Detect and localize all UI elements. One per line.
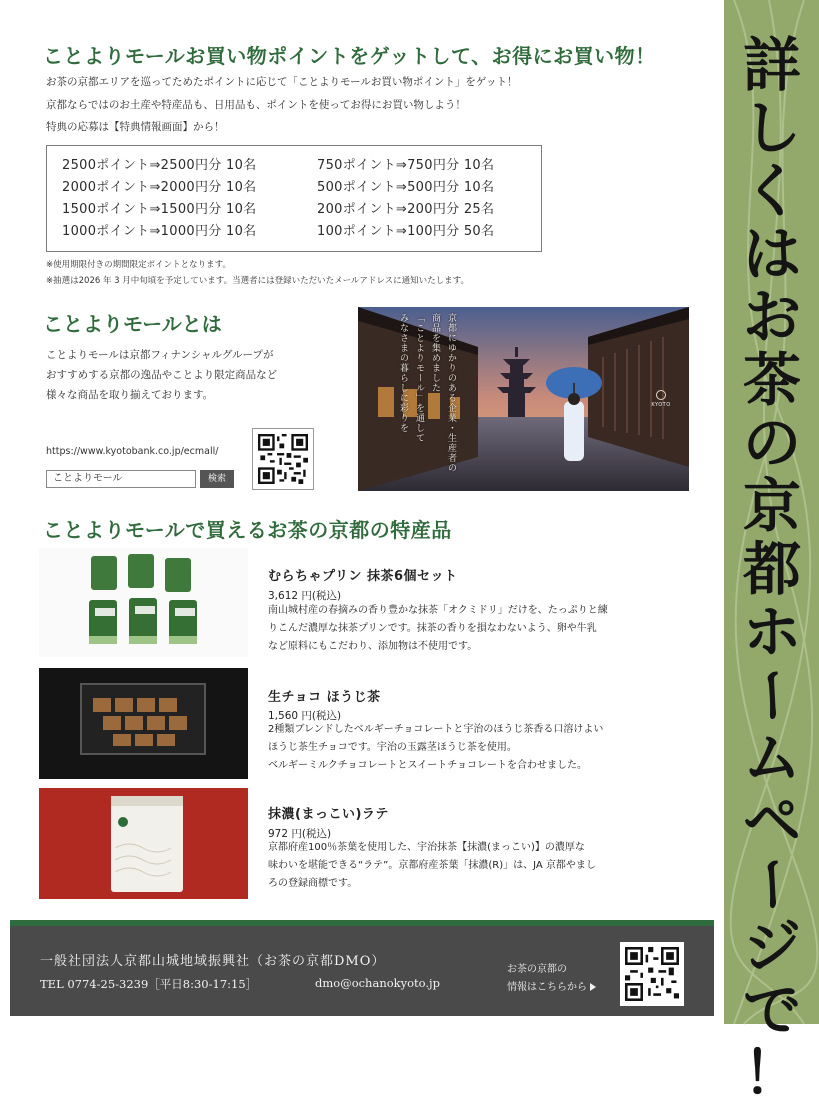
about-line: 様々な商品を取り揃えております。 <box>46 389 214 401</box>
desc-line: 味わいを堪能できる“ラテ”。京都府産茶葉「抹濃(R)」は、JA 京都やまし <box>268 860 596 871</box>
product-price: 972 円(税込) <box>268 828 332 840</box>
prize-column-right <box>317 155 494 243</box>
prize-item: 1000ポイント⇒1000円分 10名 <box>62 224 257 239</box>
banner-char: 詳 <box>742 31 801 99</box>
caption-line: 「ことよりモール」を通して <box>414 313 424 443</box>
about-description <box>46 345 346 405</box>
search-button[interactable]: 検索 <box>200 470 234 488</box>
caption-line: 京都にゆかりのある企業・生産者の <box>446 313 456 473</box>
qr-code-icon <box>258 434 308 484</box>
footer-info-line: お茶の京都の <box>507 964 567 975</box>
banner-char: の <box>742 409 801 477</box>
product-description <box>268 602 698 656</box>
product-name: 生チョコ ほうじ茶 <box>268 690 381 705</box>
banner-char: ！ <box>742 1039 801 1107</box>
banner-char: で <box>742 976 801 1044</box>
footer-qr-code[interactable] <box>620 942 684 1006</box>
photo-caption <box>388 313 458 483</box>
pudding-product-image <box>39 548 248 657</box>
arrow-right-icon <box>590 983 596 991</box>
prize-item: 200ポイント⇒200円分 25名 <box>317 202 495 217</box>
product-name: むらちゃプリン 抹茶6個セット <box>268 569 458 584</box>
banner-char: ジ <box>742 913 801 981</box>
about-line: おすすめする京都の逸品やことより限定商品など <box>46 369 278 381</box>
note-lottery: ※抽選は2026 年 3 月中旬頃を予定しています。当選者には登録いただいたメールアドレスに通知いたします。 <box>46 276 469 286</box>
latte-product-image <box>39 788 248 899</box>
banner-char: 京 <box>742 472 801 540</box>
footer-info-text: 情報はこちらから <box>507 982 587 993</box>
prize-table <box>46 145 542 252</box>
kyoto-logo <box>648 390 674 408</box>
prize-item: 500ポイント⇒500円分 10名 <box>317 180 495 195</box>
banner-char: ー <box>738 666 807 725</box>
banner-char: お <box>742 283 801 351</box>
banner-char: く <box>742 157 801 225</box>
mall-url-link[interactable]: https://www.kyotobank.co.jp/ecmall/ <box>46 446 219 457</box>
desc-line: 2種類ブレンドしたベルギーチョコレートと宇治のほうじ茶香る口溶けよい <box>268 724 604 735</box>
banner-char: 茶 <box>742 346 801 414</box>
desc-line: 京都府産100％茶葉を使用した、宇治抹茶【抹濃(まっこい)】の濃厚な <box>268 842 585 853</box>
product-price: 3,612 円(税込) <box>268 590 342 602</box>
points-heading: ことよりモールお買い物ポイントをゲットして、お得にお買い物！ <box>43 44 656 68</box>
mall-qr-code[interactable] <box>252 428 314 490</box>
banner-char: ペ <box>742 787 801 855</box>
footer-accent-strip <box>10 920 714 926</box>
organization-name: 一般社団法人京都山城地域振興社（お茶の京都DMO） <box>40 954 386 969</box>
caption-line: みなさまの暮らしに彩りを <box>398 313 408 433</box>
desc-line: ほうじ茶生チョコです。宇治の玉露茎ほうじ茶を使用。 <box>268 742 517 753</box>
products-heading: ことよりモールで買えるお茶の京都の特産品 <box>43 518 452 542</box>
points-line-1: お茶の京都エリアを巡ってためたポイントに応じて「ことよりモールお買い物ポイント」をゲット！ <box>46 76 518 88</box>
footer <box>10 920 714 1016</box>
prize-item: 100ポイント⇒100円分 50名 <box>317 224 495 239</box>
search-input[interactable]: ことよりモール <box>46 470 196 488</box>
product-name: 抹濃(まっこい)ラテ <box>268 807 389 822</box>
side-banner-text <box>736 31 808 1107</box>
prize-item: 1500ポイント⇒1500円分 10名 <box>62 202 257 217</box>
footer-info-link[interactable] <box>507 978 596 993</box>
desc-line: など原料にもこだわり、添加物は不使用です。 <box>268 641 478 652</box>
contact-phone: TEL 0774-25-3239［平日8:30-17:15］ <box>40 977 258 991</box>
logo-mark-icon <box>656 390 666 400</box>
product-description <box>268 839 698 893</box>
banner-char: 都 <box>742 535 801 603</box>
prize-column-left <box>62 155 256 243</box>
banner-char: ー <box>738 855 807 914</box>
banner-char: ホ <box>742 598 801 666</box>
prize-item: 750ポイント⇒750円分 10名 <box>317 158 495 173</box>
desc-line: りこんだ濃厚な抹茶プリンです。抹茶の香りを損なわないよう、卵や牛乳 <box>268 623 597 634</box>
points-line-2: 京都ならではのお土産や特産品も、日用品も、ポイントを使ってお得にお買い物しよう！ <box>46 99 466 111</box>
contact-email[interactable]: dmo@ochanokyoto.jp <box>315 976 440 990</box>
product-price: 1,560 円(税込) <box>268 710 342 722</box>
banner-char: し <box>742 94 801 162</box>
choco-product-image <box>39 668 248 779</box>
about-line: ことよりモールは京都フィナンシャルグループが <box>46 349 274 361</box>
desc-line: ベルギーミルクチョコレートとスイートチョコレートを合わせました。 <box>268 760 587 771</box>
logo-text: KYOTO <box>651 402 671 408</box>
product-description <box>268 721 698 775</box>
about-heading: ことよりモールとは <box>43 312 222 336</box>
qr-code-icon <box>625 947 679 1001</box>
points-line-3: 特典の応募は【特典情報画面】から！ <box>46 121 225 133</box>
side-banner <box>724 0 819 1107</box>
kyoto-street-photo <box>358 307 689 491</box>
desc-line: ろの登録商標です。 <box>268 878 358 889</box>
caption-line: 商品を集めました <box>430 313 440 393</box>
banner-char: は <box>742 220 801 288</box>
banner-char: ム <box>742 724 801 792</box>
desc-line: 南山城村産の春摘みの香り豊かな抹茶「オクミドリ」だけを、たっぷりと練 <box>268 605 608 616</box>
note-expiry: ※使用期限付きの期間限定ポイントとなります。 <box>46 260 231 270</box>
prize-item: 2000ポイント⇒2000円分 10名 <box>62 180 257 195</box>
prize-item: 2500ポイント⇒2500円分 10名 <box>62 158 257 173</box>
